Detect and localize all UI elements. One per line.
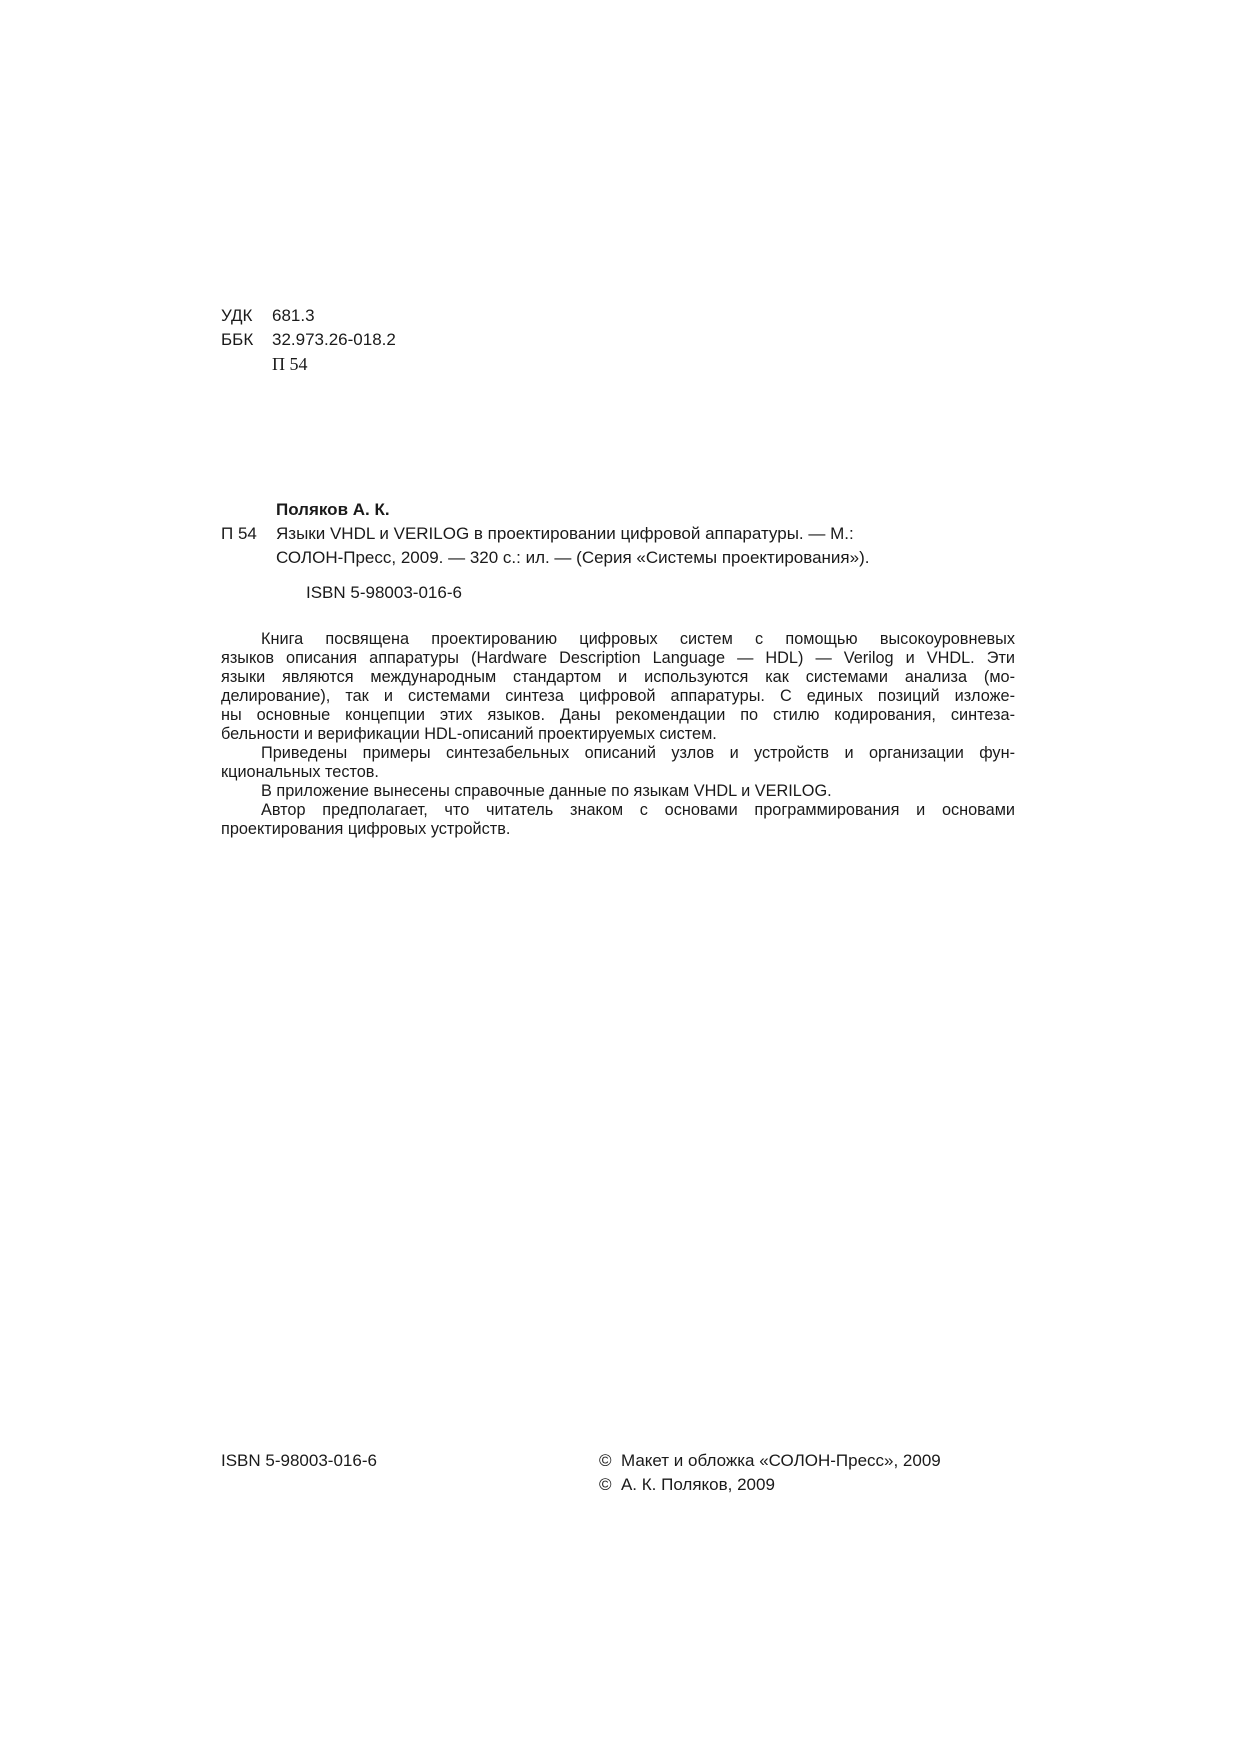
annotation-line: Автор предполагает, что читатель знаком с основами программирования и основами [261,801,1015,819]
bbk-value: 32.973.26-018.2 [272,330,396,349]
copyright-author: © А. К. Поляков, 2009 [599,1475,775,1494]
record-mark: П 54 [221,524,257,543]
author-name: Поляков А. К. [276,500,390,519]
annotation-line: языков описания аппаратуры (Hardware Description Language — HDL) — Verilog и VHDL. Эти [221,649,1015,667]
annotation-line: бельности и верификации HDL-описаний проектируемых систем. [221,725,717,743]
annotation-line: делирование), так и системами синтеза цифровой аппаратуры. С единых позиций изложе- [221,687,1015,705]
record-isbn: ISBN 5-98003-016-6 [306,583,462,602]
title-line-2: СОЛОН-Пресс, 2009. — 320 с.: ил. — (Серия «Системы проектирования»). [276,548,870,567]
annotation-line: ны основные концепции этих языков. Даны рекомендации по стилю кодирования, синтеза- [221,706,1015,724]
annotation-line: кциональных тестов. [221,763,379,781]
copyright-layout: © Макет и обложка «СОЛОН-Пресс», 2009 [599,1451,941,1470]
title-line-1: Языки VHDL и VERILOG в проектировании цифровой аппаратуры. — М.: [276,524,854,543]
annotation-line: языки являются международным стандартом и используются как системами анализа (мо- [221,668,1015,686]
udk-value: 681.3 [272,306,315,325]
bbk-label: ББК [221,330,254,349]
annotation-line: проектирования цифровых устройств. [221,820,511,838]
annotation-line: Приведены примеры синтезабельных описаний узлов и устройств и организации фун- [261,744,1015,762]
footer-isbn: ISBN 5-98003-016-6 [221,1451,377,1470]
udk-label: УДК [221,306,253,325]
author-mark: П 54 [272,354,308,374]
annotation-line: Книга посвящена проектированию цифровых систем с помощью высокоуровневых [261,630,1015,648]
annotation-line: В приложение вынесены справочные данные по языкам VHDL и VERILOG. [261,782,832,800]
